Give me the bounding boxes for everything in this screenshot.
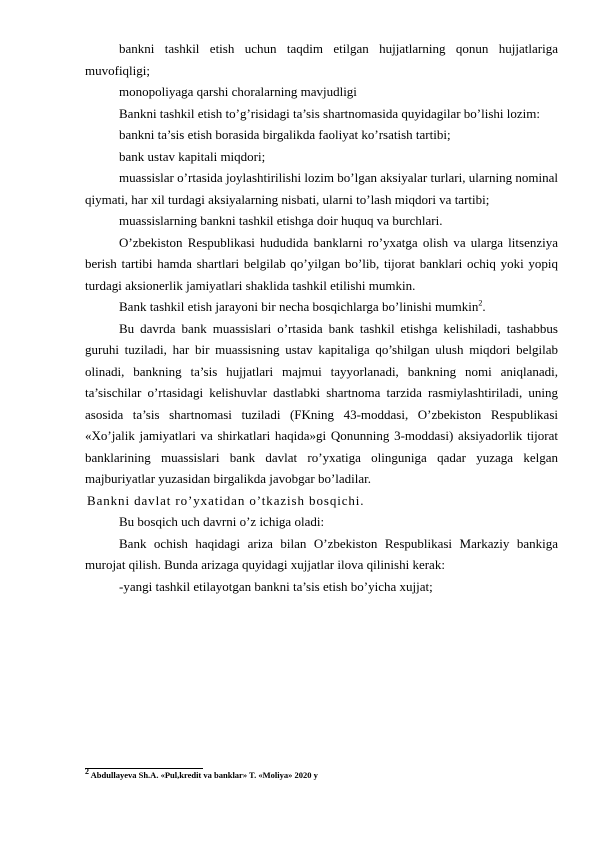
paragraph: O’zbekiston Respublikasi hududida banklarni ro’yxatga olish va ularga litsenziya berish tartibi hamda shartlari belgilab qo’yilgan bo’lib, tijorat banklari ochiq yoki yopiq turdagi aksionerlik jamiyatlari shaklida tashkil etilishi mumkin. <box>85 234 558 293</box>
paragraph: muassislarning bankni tashkil etishga doir huquq va burchlari. <box>119 213 443 228</box>
paragraph-text: Bank tashkil etish jarayoni bir necha bosqichlarga bo’linishi mumkin <box>119 299 479 314</box>
section-heading: Bankni davlat ro’yxatidan o’tkazish bosqichi. <box>87 492 365 508</box>
paragraph: -yangi tashkil etilayotgan bankni ta’sis etish bo’yicha xujjat; <box>119 578 433 594</box>
paragraph: bankni tashkil etish uchun taqdim etilgan hujjatlarning qonun hujjatlariga muvofiqligi; <box>85 41 558 78</box>
footnote <box>85 767 318 780</box>
paragraph: bankni ta’sis etish borasida birgalikda faoliyat ko’rsatish tartibi; <box>119 127 451 142</box>
paragraph: muassislar o’rtasida joylashtirilishi lozim bo’lgan aksiyalar turlari, ularning nominal qiymati, har xil turdagi aksiyalarning nisbati, ularni to’lash miqdori va tartibi; <box>85 170 558 207</box>
paragraph-with-footnote: Bank tashkil etish jarayoni bir necha bosqichlarga bo’linishi mumkin$^2$. <box>119 298 486 314</box>
paragraph: bank ustav kapitali miqdori; <box>119 148 266 164</box>
paragraph: Bu bosqich uch davrni o’z ichiga oladi: <box>119 514 325 529</box>
paragraph: monopoliyaga qarshi choralarning mavjudligi <box>119 84 357 99</box>
paragraph: Bankni tashkil etish to’g’risidagi ta’sis shartnomasida quyidagilar bo’lishi lozim: <box>119 105 540 121</box>
document-body <box>85 38 558 597</box>
footnote-reference[interactable]: 2 <box>478 298 483 308</box>
footnote-divider <box>85 768 203 769</box>
paragraph: Bu davrda bank muassislari o’rtasida bank tashkil etishga kelishiladi, tashabbus guruhi tuziladi, har bir muassisning ustav kapitaliga qo’shilgan ulush miqdori belgilab olinadi, bankning ta’sis hujjatlari majmui tayyorlanadi, bankning nomi aniqlanadi, ta’sischilar o’rtasidagi kelishuvlar dastlabki shartnoma tarzida rasmiylashtiriladi, uning asosida ta’sis shartnomasi tuziladi (FKning 43-moddasi, O’zbekiston Respublikasi «Xo’jalik jamiyatlari va shirkatlari haqida»gi Qonunning 3-moddasi) aksiyadorlik tijorat banklarining muassislari bank davlat ro’yxatiga olinguniga qadar yuzaga kelgan majburiyatlar yuzasidan birgalikda javobgar bo’ladilar. <box>85 320 558 486</box>
paragraph: Bank ochish haqidagi ariza bilan O’zbekiston Respublikasi Markaziy bankiga murojat qilish. Bunda arizaga quyidagi xujjatlar ilova qilinishi kerak: <box>85 535 558 572</box>
footnote-text: Abdullayeva Sh.A. «Pul,kredit va banklar» T. «Moliya» 2020 y <box>90 770 318 780</box>
footnote-marker: 2 <box>85 767 89 777</box>
